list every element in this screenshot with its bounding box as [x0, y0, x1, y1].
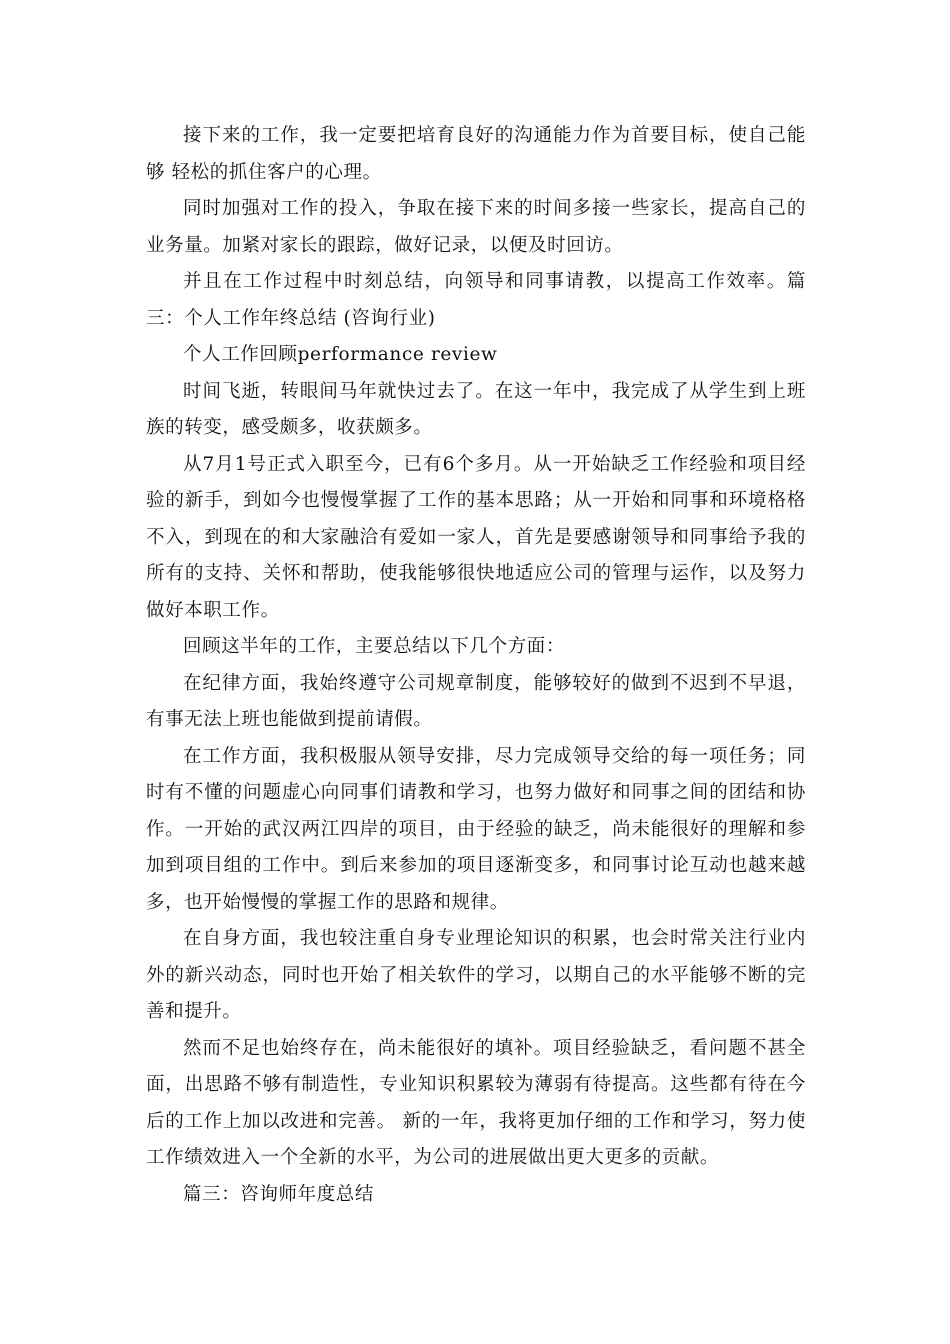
paragraph: 在纪律方面，我始终遵守公司规章制度，能够较好的做到不迟到不早退，有事无法上班也能做到提前请假。 — [146, 672, 806, 730]
paragraph: 在工作方面，我积极服从领导安排，尽力完成领导交给的每一项任务；同时有不懂的问题虚心向同事们请教和学习，也努力做好和同事之间的团结和协作。一开始的武汉两江四岸的项目，由于经验的缺乏，尚未能很好的理解和参加到项目组的工作中。到后来参加的项目逐渐变多，和同事讨论互动也越来越多，也开始慢慢的掌握工作的思路和规律。 — [146, 745, 806, 913]
paragraph: 时间飞逝，转眼间马年就快过去了。在这一年中，我完成了从学生到上班族的转变，感受颇多，收获颇多。 — [146, 380, 806, 438]
paragraph: 并且在工作过程中时刻总结，向领导和同事请教，以提高工作效率。篇三：个人工作年终总结 (咨询行业) — [146, 271, 806, 329]
paragraph: 然而不足也始终存在，尚未能很好的填补。项目经验缺乏，看问题不甚全面，出思路不够有制造性，专业知识积累较为薄弱有待提高。这些都有待在今后的工作上加以改进和完善。 新的一年，我将更加仔细的工作和学习，努力使工作绩效进入一个全新的水平，为公司的进展做出更大更多的贡献。 — [146, 1037, 806, 1168]
paragraph: 从7月1号正式入职至今，已有6个多月。从一开始缺乏工作经验和项目经验的新手，到如今也慢慢掌握了工作的基本思路；从一开始和同事和环境格格不入，到现在的和大家融洽有爱如一家人，首先是要感谢领导和同事给予我的所有的支持、关怀和帮助，使我能够很快地适应公司的管理与运作，以及努力做好本职工作。 — [146, 453, 806, 621]
document-body — [146, 118, 806, 1213]
paragraph: 在自身方面，我也较注重自身专业理论知识的积累，也会时常关注行业内外的新兴动态，同时也开始了相关软件的学习，以期自己的水平能够不断的完善和提升。 — [146, 928, 806, 1022]
paragraph: 同时加强对工作的投入，争取在接下来的时间多接一些家长，提高自己的业务量。加紧对家长的跟踪，做好记录，以便及时回访。 — [146, 198, 806, 256]
paragraph: 接下来的工作，我一定要把培育良好的沟通能力作为首要目标，使自己能够 轻松的抓住客户的心理。 — [146, 125, 806, 183]
paragraph: 个人工作回顾performance review — [183, 344, 498, 365]
paragraph: 篇三：咨询师年度总结 — [183, 1183, 375, 1205]
paragraph: 回顾这半年的工作，主要总结以下几个方面： — [183, 636, 566, 657]
